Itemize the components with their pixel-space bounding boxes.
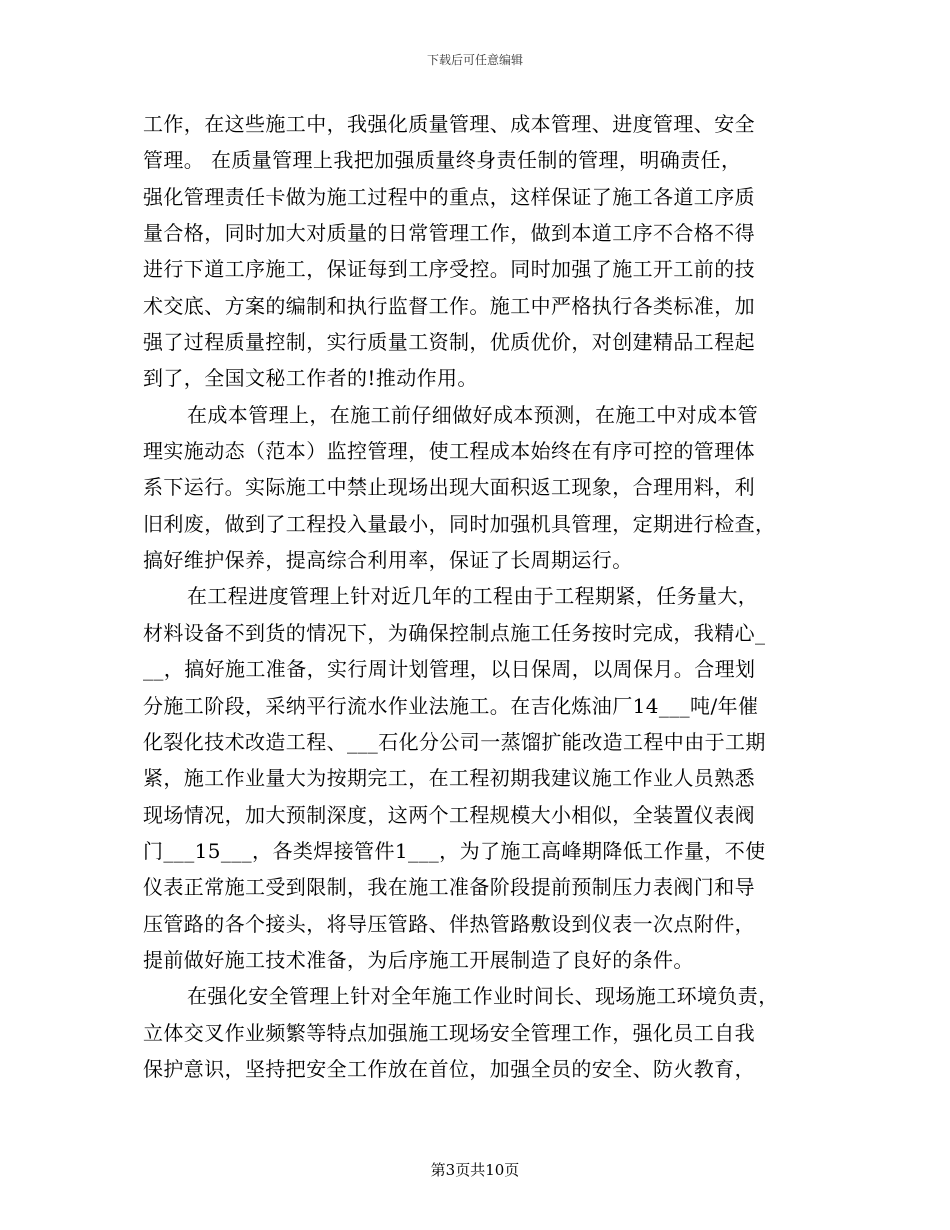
text-line: 在成本管理上，在施工前仔细做好成本预测，在施工中对成本管 [187, 402, 759, 427]
text-line: 保护意识，坚持把安全工作放在首位，加强全员的安全、防火教育， [143, 1056, 755, 1081]
text-line: __，搞好施工准备，实行周计划管理，以日保周，以周保月。合理划 [143, 657, 756, 682]
text-line: 进行下道工序施工，保证每到工序受控。同时加强了施工开工前的技 [143, 257, 755, 282]
text-line: 压管路的各个接头，将导压管路、伴热管路敷设到仪表一次点附件， [143, 911, 755, 936]
text-line: 门___15___，各类焊接管件1___，为了施工高峰期降低工作量，不使 [143, 838, 766, 863]
text-line: 现场情况，加大预制深度，这两个工程规模大小相似，全装置仪表阀 [143, 802, 755, 827]
text-line: 到了，全国文秘工作者的!推动作用。 [143, 366, 478, 391]
text-line: 紧，施工作业量大为按期完工，在工程初期我建议施工作业人员熟悉 [143, 766, 755, 791]
text-line: 术交底、方案的编制和执行监督工作。施工中严格执行各类标准，加 [143, 293, 755, 318]
text-line: 在强化安全管理上针对全年施工作业时间长、现场施工环境负责， [187, 984, 779, 1009]
text-line: 强化管理责任卡做为施工过程中的重点，这样保证了施工各道工序质 [143, 184, 755, 209]
text-line: 理实施动态（范本）监控管理，使工程成本始终在有序可控的管理体 [143, 439, 755, 464]
text-line: 化裂化技术改造工程、___石化分公司一蒸馏扩能改造工程中由于工期 [143, 729, 766, 754]
text-line: 搞好维护保养，提高综合利用率，保证了长周期运行。 [143, 548, 633, 573]
text-line: 分施工阶段，采纳平行流水作业法施工。在吉化炼油厂14___吨/年催 [143, 693, 759, 718]
text-line: 管理。 在质量管理上我把加强质量终身责任制的管理，明确责任， [143, 148, 742, 173]
text-line: 量合格，同时加大对质量的日常管理工作，做到本道工序不合格不得 [143, 221, 755, 246]
text-line: 强了过程质量控制，实行质量工资制，优质优价，对创建精品工程起 [143, 330, 755, 355]
page-header: 下载后可任意编辑 [426, 53, 523, 67]
text-line: 系下运行。实际施工中禁止现场出现大面积返工现象，合理用料，利 [143, 475, 755, 500]
text-line: 工作，在这些施工中，我强化质量管理、成本管理、进度管理、安全 [143, 112, 755, 136]
text-line: 在工程进度管理上针对近几年的工程由于工程期紧，任务量大， [187, 584, 759, 609]
text-line: 旧利废，做到了工程投入量最小，同时加强机具管理，定期进行检查， [143, 511, 776, 536]
text-line: 仪表正常施工受到限制，我在施工准备阶段提前预制压力表阀门和导 [143, 875, 755, 900]
page-footer: 第3页共10页 [430, 1161, 520, 1179]
document-body [143, 106, 813, 1087]
text-line: 立体交叉作业频繁等特点加强施工现场安全管理工作，强化员工自我 [143, 1020, 755, 1045]
text-line: 提前做好施工技术准备，为后序施工开展制造了良好的条件。 [143, 947, 694, 972]
text-line: 材料设备不到货的情况下，为确保控制点施工任务按时完成，我精心_ [143, 620, 766, 645]
